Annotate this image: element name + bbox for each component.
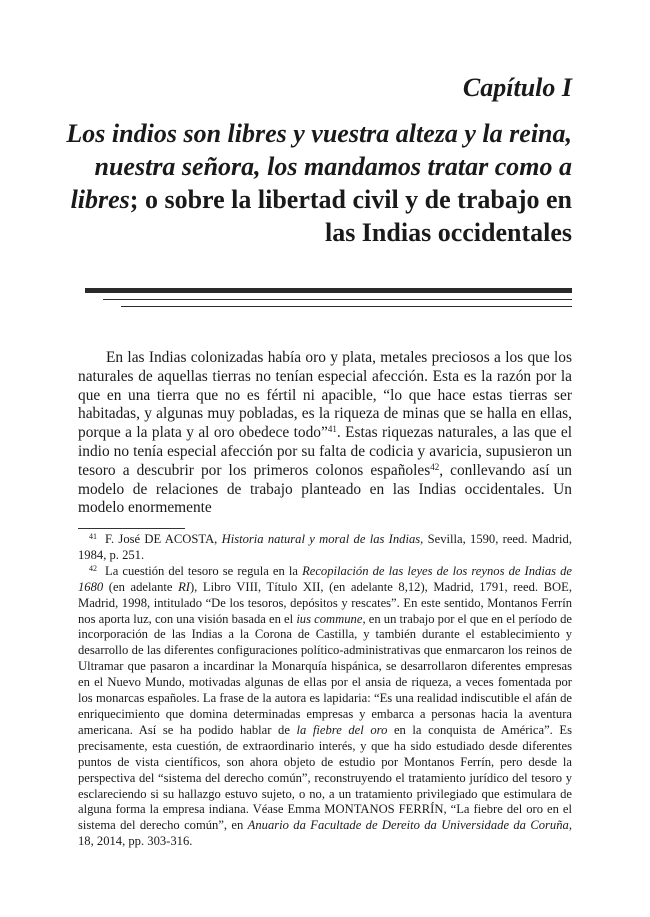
title-italic-part: Los indios son libres y vuestra alteza y la reina, nuestra señora, los mandamos tratar como a libres (66, 119, 572, 214)
footnote-number: 42 (89, 563, 97, 573)
body-text-segment: . Estas riquezas naturales, a las que el indio no tenía especial afección por su falta de codicia y avaricia, supusieron un tesoro a descubrir por los primeros colonos españoles (78, 424, 572, 479)
body-text (78, 349, 572, 518)
footnote-text: en la conquista de América”. Es precisamente, esta cuestión, de extraordinario interés, y que ha sido estudiado desde diferentes puntos de vista científicos, son ahora objeto de estudio por Montanos Ferrín, pero desde la perspectiva del “sistema del derecho común”, reconstruyendo el tratamiento jurídico del tesoro y esclareciendo si su hallazgo estuvo sujeto, o no, a un tratamiento privilegiado que estimulara de alguna forma la empresa indiana. Véase Emma MONTANOS FERRÍN, “La fiebre del oro en el sistema del derecho común”, en (78, 722, 573, 833)
footnote-ref-41[interactable]: 41 (327, 424, 337, 435)
footnote-text: , 18, 2014, pp. 303-316. (78, 818, 572, 849)
footnote-text: , Sevilla, 1590, reed. Madrid, 1984, p. 251. (78, 532, 572, 562)
title-rest: ; o sobre la libertad civil y de trabajo en las Indias occidentales (129, 185, 572, 247)
footnote-italic: Historia natural y moral de las Indias (221, 532, 421, 546)
footnote-italic: ius commune (296, 611, 363, 626)
footnote-41 (78, 532, 572, 564)
title-rule-thin-2 (121, 306, 572, 307)
footnote-divider (78, 528, 185, 529)
footnote-42 (78, 564, 572, 850)
footnote-text: , en un trabajo por el que en el período de incorporación de las Indias a la Corona de Castilla, y también durante el establecimiento y desarrollo de las diferentes configuraciones político-administrativas que enmarcaron los reinos de Ultramar que pasaron a incardinar la Monarquía hispánica, se desarrollaron diferentes empresas en el Nuevo Mundo, motivadas algunas de ellas por el ansia de riqueza, a veces fomentada por los monarcas españoles. La frase de la autora es lapidaria: “Es una realidad indiscutible el afán de enriquecimiento que domina determinadas empresas y embarca a personas hacia la aventura americana. Así se ha podido hablar de (78, 611, 572, 737)
footnote-italic: Anuario da Facultade de Dereito da Universidade da Coruña (247, 818, 569, 833)
footnote-text: La cuestión del tesoro se regula en la (105, 563, 303, 578)
footnotes (78, 532, 572, 850)
body-text-segment: , conllevando así un modelo de relaciones de trabajo planteado en las Indias occidentales. Un modelo enormemente (78, 461, 572, 517)
footnote-text: (en adelante (103, 579, 179, 594)
footnote-italic: RI (178, 579, 190, 594)
footnote-ref-42[interactable]: 42 (430, 461, 440, 472)
body-paragraph (78, 349, 572, 518)
footnote-text: F. José DE ACOSTA, (105, 532, 222, 546)
body-text-segment: En las Indias colonizadas había oro y plata, metales preciosos a los que los naturales de aquellas tierras no tenían especial afección. Esta es la razón por la que en una tierra que no es fértil ni apacible, “lo que hace estas tierras ser habitadas, y algunas muy pobladas, es la riqueza de minas que se halla en ellas, porque a la plata y al oro obedece todo” (78, 349, 572, 442)
footnote-italic: Recopilación de las leyes de los reynos de Indias de 1680 (78, 563, 572, 594)
chapter-title (52, 117, 572, 249)
chapter-label: Capítulo I (462, 73, 572, 102)
title-rule-thick (85, 288, 572, 293)
footnote-italic: la fiebre del oro (296, 722, 388, 737)
title-rule-thin-1 (103, 299, 572, 300)
footnote-number: 41 (89, 532, 97, 541)
footnote-text: ), Libro VIII, Título XII, (en adelante 8,12), Madrid, 1791, reed. BOE, Madrid, 1998, intitulado “De los tesoros, depósitos y rescates”. En este sentido, Montanos Ferrín nos aporta luz, con una visión basada en el (78, 579, 572, 626)
